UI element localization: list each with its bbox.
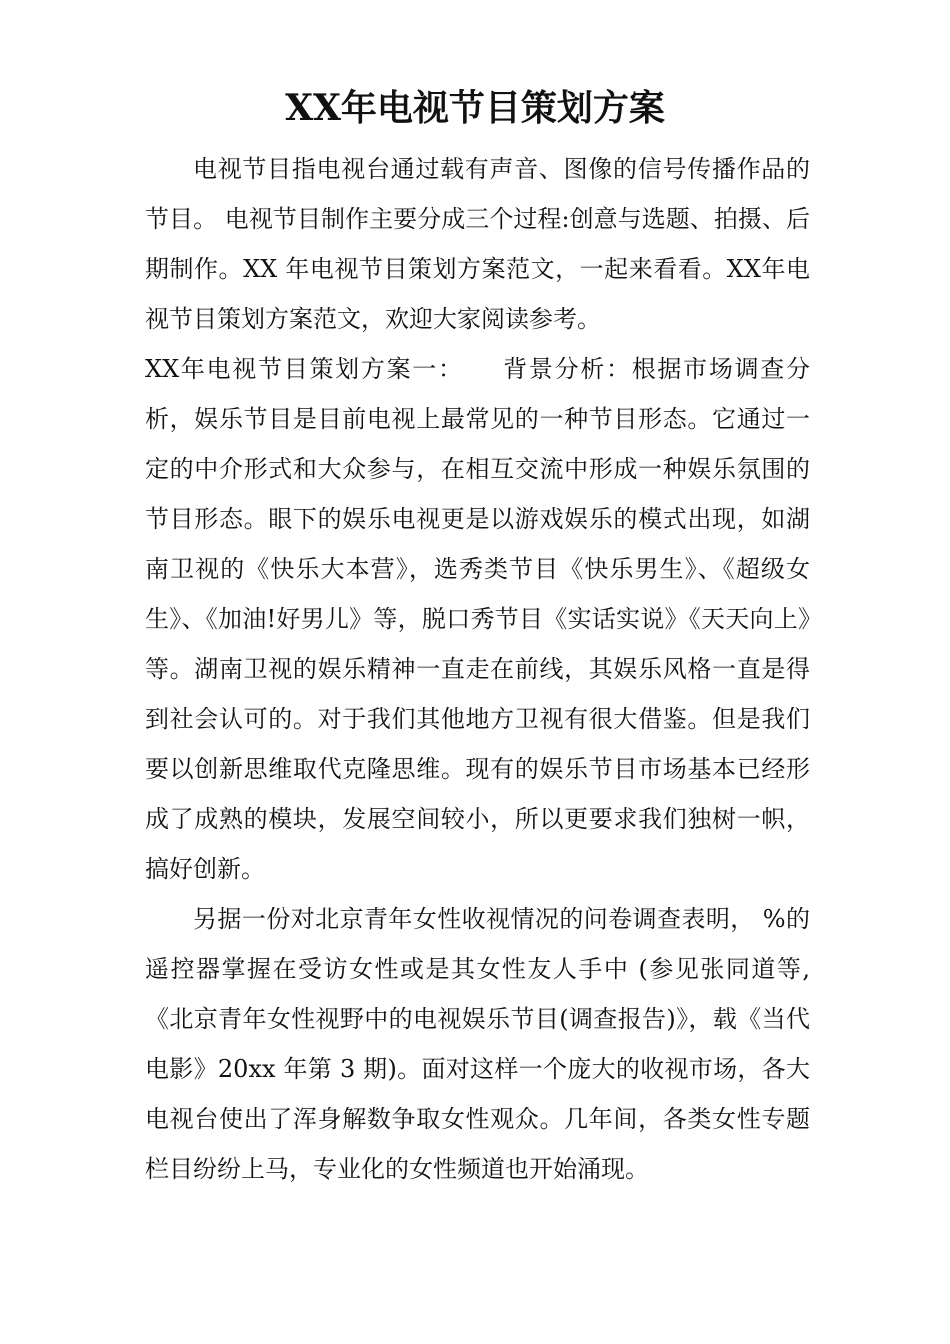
document-body	[145, 144, 810, 1194]
document-title: XX年电视节目策划方案	[285, 87, 665, 129]
paragraph-survey: 另据一份对北京青年女性收视情况的问卷调查表明， %的遥控器掌握在受访女性或是其女性友人手中 (参见张同道等,《北京青年女性视野中的电视娱乐节目(调查报告)》，载《当代电影》20xx 年第 3 期)。面对这样一个庞大的收视市场，各大电视台使出了浑身解数争取女性观众。几年间，各类女性专题栏目纷纷上马，专业化的女性频道也开始涌现。	[145, 905, 810, 1183]
paragraph-intro: 电视节目指电视台通过载有声音、图像的信号传播作品的节目。 电视节目制作主要分成三个过程:创意与选题、拍摄、后期制作。XX 年电视节目策划方案范文，一起来看看。XX年电视节目策划方案范文，欢迎大家阅读参考。	[145, 155, 810, 333]
paragraph-plan-one: XX年电视节目策划方案一： 背景分析：根据市场调查分析，娱乐节目是目前电视上最常见的一种节目形态。它通过一定的中介形式和大众参与，在相互交流中形成一种娱乐氛围的节目形态。眼下的娱乐电视更是以游戏娱乐的模式出现，如湖南卫视的《快乐大本营》，选秀类节目《快乐男生》、《超级女生》、《加油!好男儿》等，脱口秀节目《实话实说》《天天向上》等。湖南卫视的娱乐精神一直走在前线，其娱乐风格一直是得到社会认可的。对于我们其他地方卫视有很大借鉴。但是我们要以创新思维取代克隆思维。现有的娱乐节目市场基本已经形成了成熟的模块，发展空间较小，所以更要求我们独树一帜，搞好创新。	[145, 355, 810, 883]
